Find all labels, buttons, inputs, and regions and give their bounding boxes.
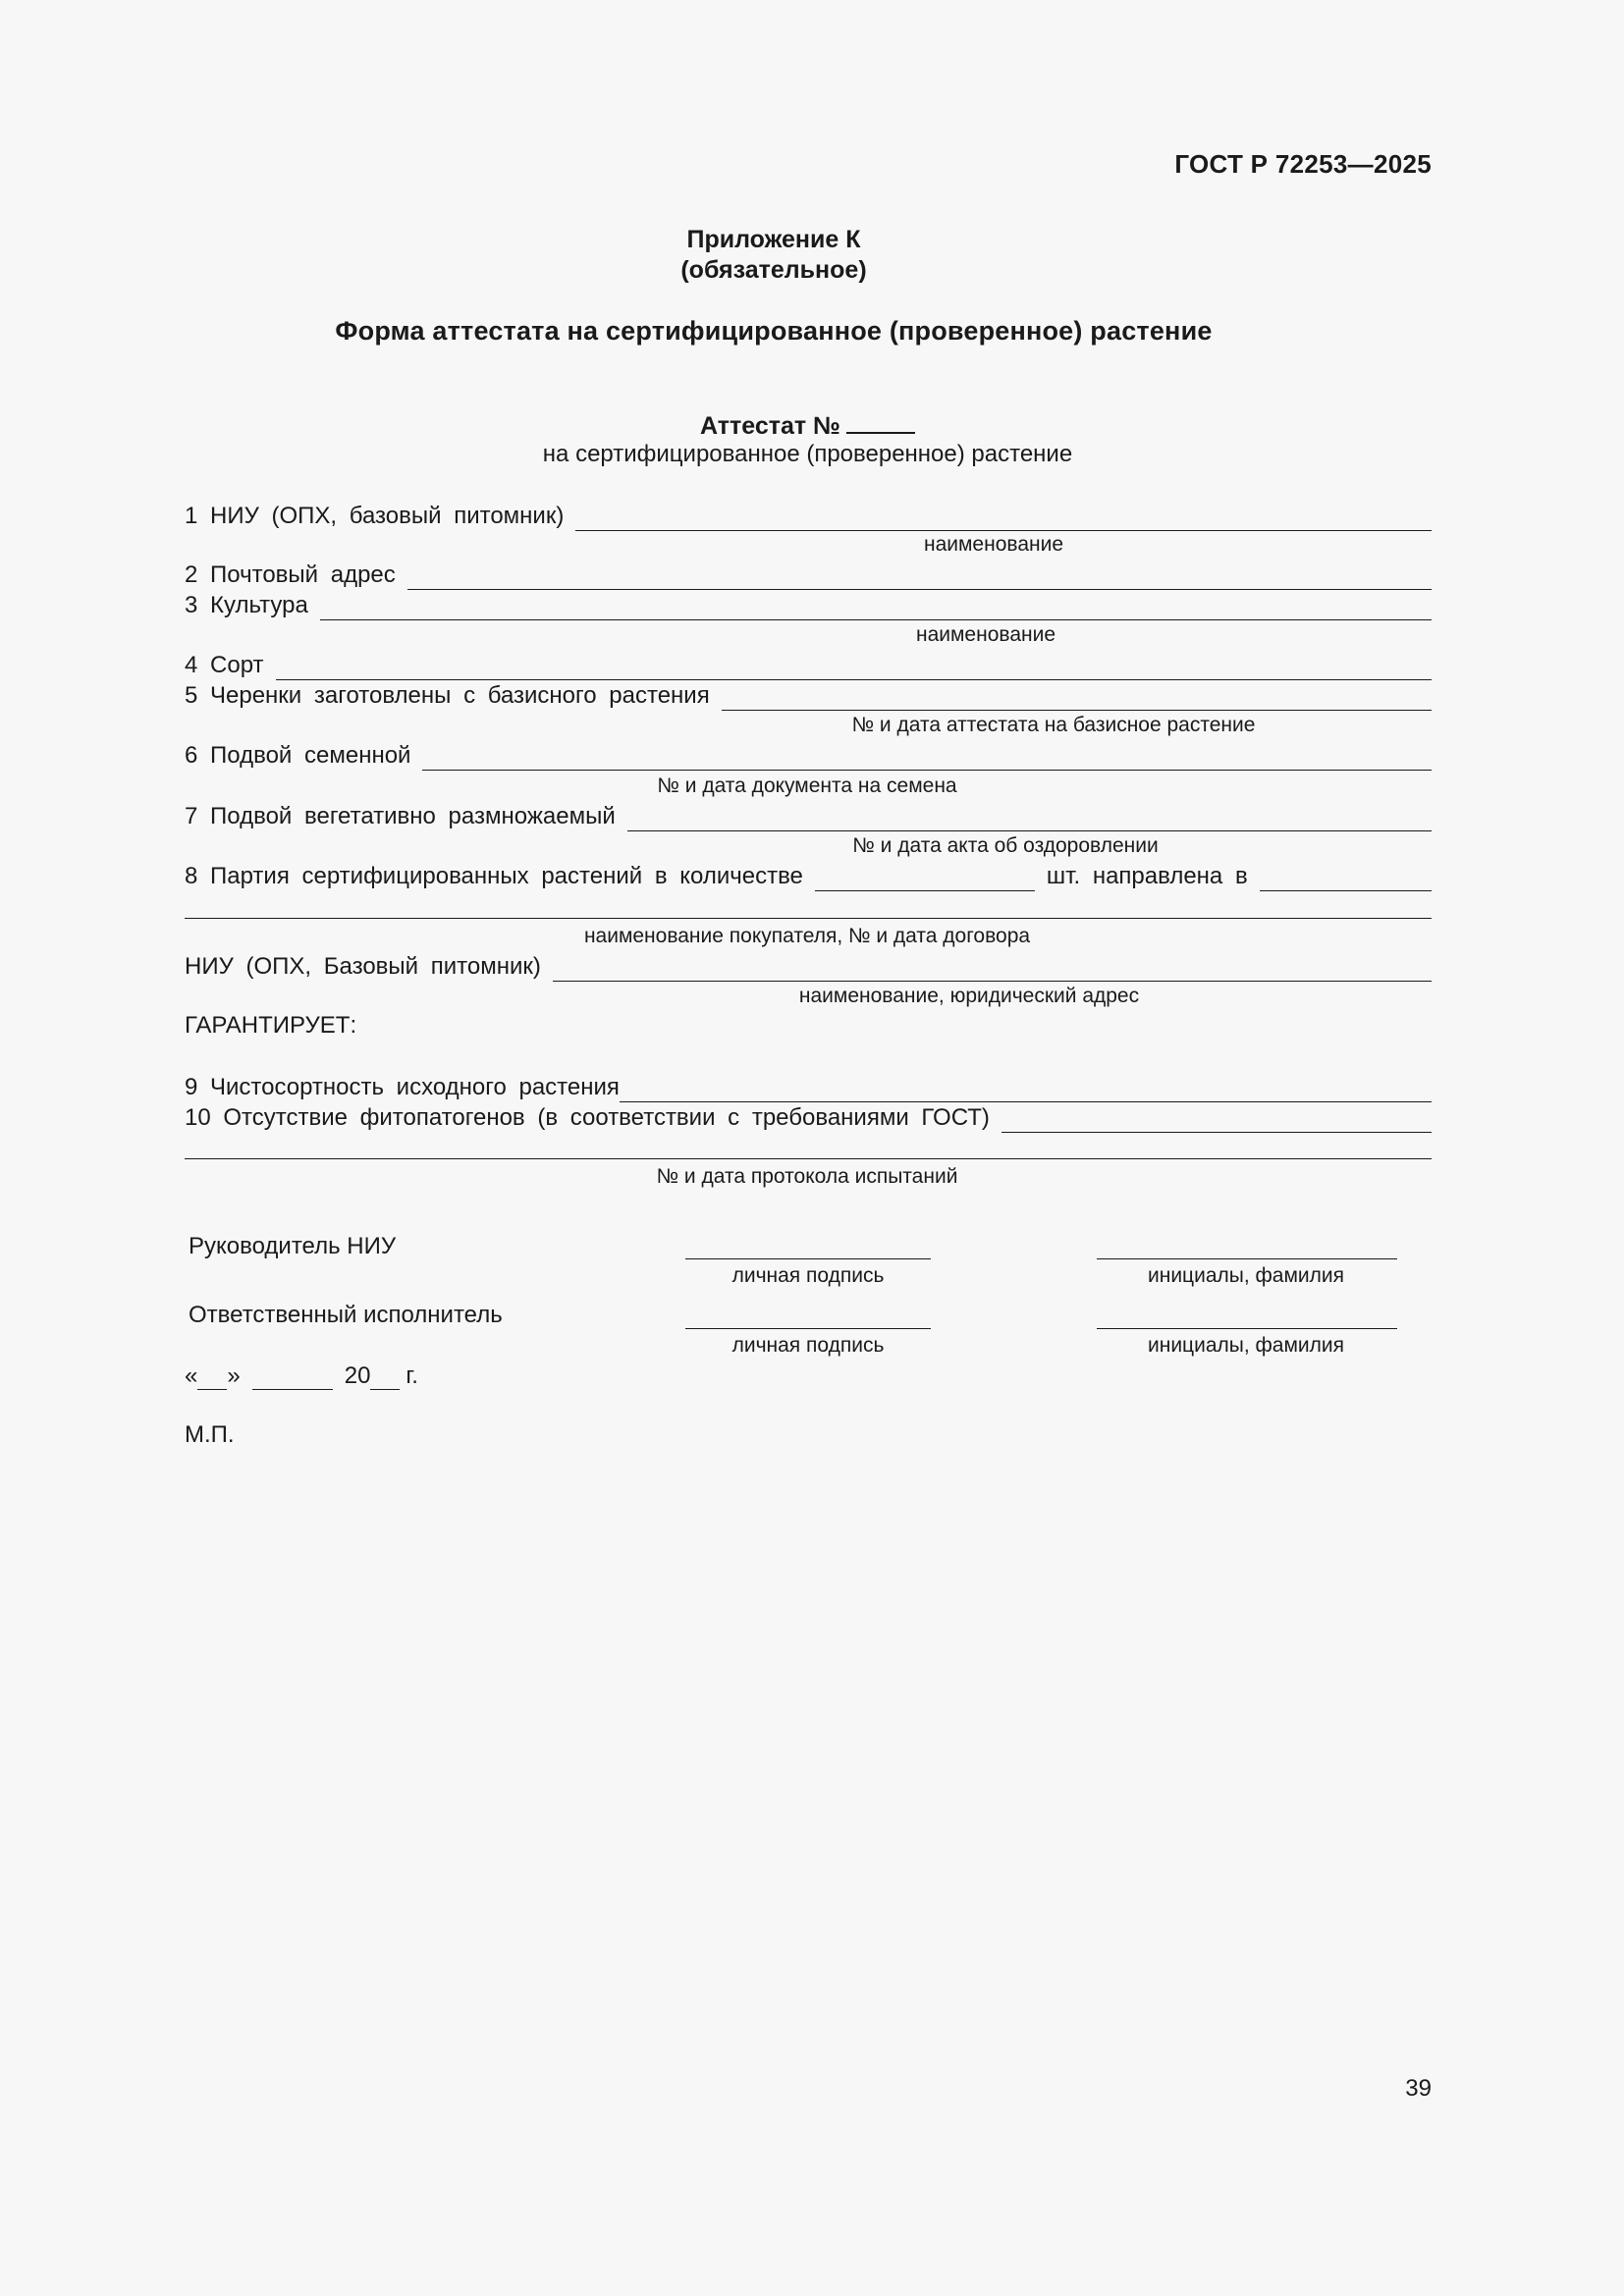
field-line-2[interactable] <box>407 565 1432 590</box>
stamp-place: М.П. <box>185 1421 235 1448</box>
buyer-line[interactable] <box>185 918 1432 919</box>
date-month-field[interactable] <box>252 1367 333 1390</box>
field-line-4[interactable] <box>276 656 1432 680</box>
field-line-10[interactable] <box>1001 1108 1432 1133</box>
field-row-3 <box>185 591 1432 620</box>
caption-5: № и дата аттестата на базисное растение <box>851 714 1256 736</box>
caption-7: № и дата акта об оздоровлении <box>852 834 1159 857</box>
niu-caption: наименование, юридический адрес <box>798 985 1140 1007</box>
field-label-1: 1 НИУ (ОПХ, базовый питомник) <box>185 503 565 529</box>
field-row-4 <box>185 651 1432 680</box>
destination-field[interactable] <box>1260 867 1432 891</box>
field-line-6[interactable] <box>422 746 1432 771</box>
page-number: 39 <box>1405 2075 1432 2102</box>
date-row <box>185 1361 418 1390</box>
caption-8: наименование покупателя, № и дата договора <box>583 925 1031 947</box>
niu-label: НИУ (ОПХ, Базовый питомник) <box>185 953 541 980</box>
field-row-6 <box>185 741 1432 771</box>
executor-name-line[interactable] <box>1097 1328 1397 1329</box>
quantity-field[interactable] <box>815 867 1035 891</box>
date-year-prefix: 20 <box>344 1362 371 1389</box>
field-line-3[interactable] <box>320 596 1432 620</box>
field-label-6: 6 Подвой семенной <box>185 742 411 769</box>
head-name-line[interactable] <box>1097 1258 1397 1259</box>
guarantees-label: ГАРАНТИРУЕТ: <box>185 1012 357 1039</box>
field-label-5: 5 Черенки заготовлены с базисного растения <box>185 682 710 709</box>
head-label: Руководитель НИУ <box>189 1233 397 1259</box>
field-label-4: 4 Сорт <box>185 652 264 678</box>
niu-line[interactable] <box>553 957 1432 982</box>
field-line-9[interactable] <box>620 1078 1432 1102</box>
field-label-8b: шт. направлена в <box>1046 863 1248 889</box>
attestat-subtitle: на сертифицированное (проверенное) растение <box>542 441 1073 467</box>
protocol-line[interactable] <box>185 1158 1432 1159</box>
field-line-1[interactable] <box>575 507 1432 531</box>
field-row-9 <box>185 1073 1432 1102</box>
field-line-7[interactable] <box>627 807 1432 831</box>
attestat-title-text: Аттестат № <box>700 412 840 440</box>
field-label-2: 2 Почтовый адрес <box>185 561 396 588</box>
field-row-8 <box>185 862 1432 891</box>
executor-signature-line[interactable] <box>685 1328 931 1329</box>
head-signature-caption: личная подпись <box>731 1264 885 1287</box>
executor-name-caption: инициалы, фамилия <box>1148 1334 1344 1357</box>
form-title: Форма аттестата на сертифицированное (проверенное) растение <box>335 316 1213 346</box>
caption-3: наименование <box>915 623 1056 646</box>
field-row-2 <box>185 561 1432 590</box>
field-label-8a: 8 Партия сертифицированных растений в количестве <box>185 863 803 889</box>
head-name-caption: инициалы, фамилия <box>1148 1264 1344 1287</box>
field-row-10 <box>185 1103 1432 1133</box>
standard-number: ГОСТ Р 72253—2025 <box>1174 149 1432 179</box>
date-open-quote: « <box>185 1362 198 1389</box>
executor-signature-caption: личная подпись <box>731 1334 885 1357</box>
field-label-10: 10 Отсутствие фитопатогенов (в соответствии с требованиями ГОСТ) <box>185 1104 990 1131</box>
appendix-title: Приложение К <box>686 226 861 253</box>
date-day-field[interactable] <box>197 1367 227 1390</box>
field-row-1 <box>185 502 1432 531</box>
field-row-5 <box>185 681 1432 711</box>
date-year-field[interactable] <box>370 1367 400 1390</box>
attestat-title <box>0 410 1615 441</box>
field-label-3: 3 Культура <box>185 592 308 618</box>
field-line-5[interactable] <box>722 686 1432 711</box>
caption-1: наименование <box>923 533 1064 556</box>
niu-row <box>185 952 1432 982</box>
field-row-7 <box>185 802 1432 831</box>
date-year-suffix: г. <box>406 1362 418 1389</box>
field-label-9: 9 Чистосортность исходного растения <box>185 1074 620 1100</box>
appendix-status: (обязательное) <box>680 256 867 284</box>
caption-10: № и дата протокола испытаний <box>656 1165 958 1188</box>
head-signature-line[interactable] <box>685 1258 931 1259</box>
executor-label: Ответственный исполнитель <box>189 1302 503 1328</box>
caption-6: № и дата документа на семена <box>657 774 957 797</box>
field-label-7: 7 Подвой вегетативно размножаемый <box>185 803 616 829</box>
date-close-quote: » <box>227 1362 241 1389</box>
attestat-number-field[interactable] <box>846 410 915 434</box>
